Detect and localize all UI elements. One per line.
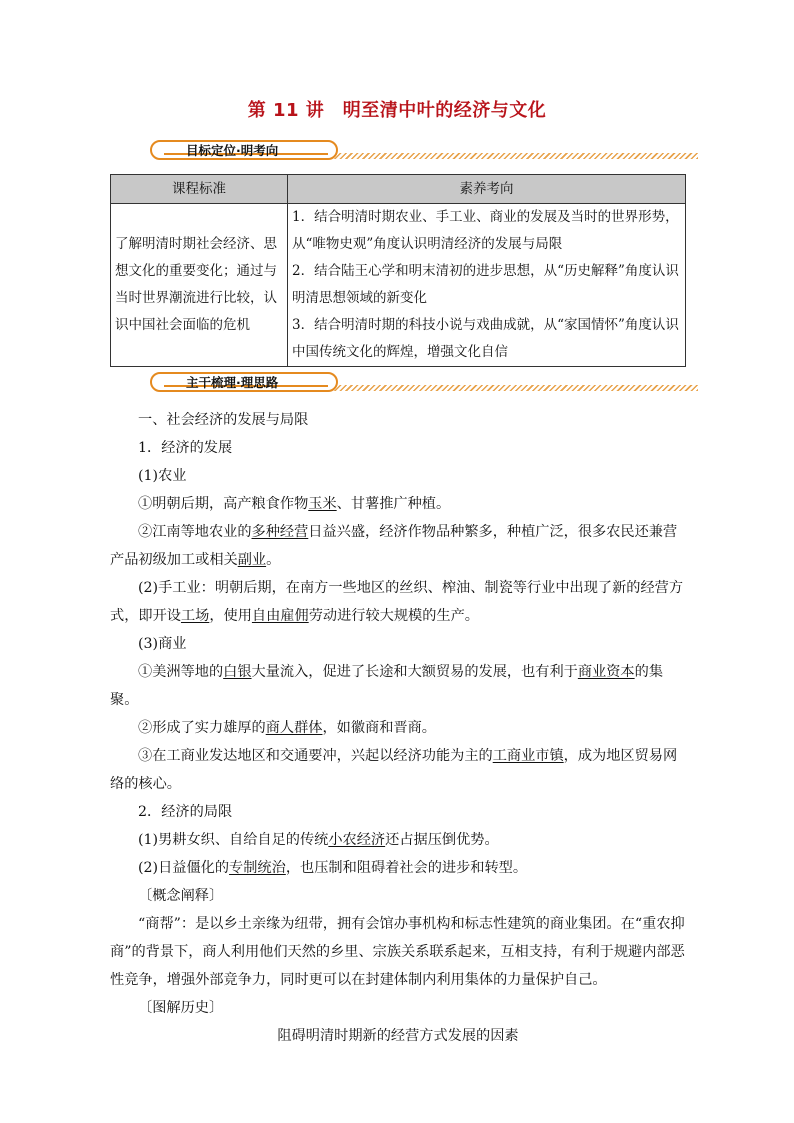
banner-hatch-decoration [334, 385, 698, 391]
note-heading: 〔图解历史〕 [138, 1000, 224, 1016]
section-banner-goal [150, 140, 698, 166]
key-term: 商业资本 [577, 664, 635, 680]
item-heading: (3)商业 [138, 636, 187, 652]
key-term: 自由雇佣 [251, 608, 309, 624]
key-term: 工场 [180, 608, 210, 624]
paragraph: ①美洲等地的白银大量流入，促进了长途和大额贸易的发展，也有利于商业资本的集聚。 [110, 664, 664, 708]
key-term: 玉米 [308, 496, 337, 512]
banner-label-goal: 目标定位·明考向 [186, 143, 279, 158]
key-term: 多种经营 [251, 524, 309, 540]
concept-paragraph: “商帮”：是以乡土亲缘为纽带，拥有会馆办事机构和标志性建筑的商业集团。在“重农抑商”的背景下，商人利用他们天然的乡里、宗族关系联系起来，互相支持，有利于规避内部恶性竞争，增强外部竞争力，同时更可以在封建体制内利用集体的力量保护自己。 [110, 916, 685, 988]
banner-hatch-decoration [334, 153, 698, 159]
key-term: 白银 [223, 664, 252, 680]
banner-label-trunk: 主干梳理·理思路 [186, 375, 279, 390]
key-term: 小农经济 [328, 832, 386, 848]
paragraph: (2)手工业：明朝后期，在南方一些地区的丝织、榨油、制瓷等行业中出现了新的经营方式，即开设工场，使用自由雇佣劳动进行较大规模的生产。 [110, 580, 684, 624]
main-content [110, 406, 686, 1050]
table-cell-aims [288, 204, 686, 367]
note-heading: 〔概念阐释〕 [138, 888, 224, 904]
paragraph: ③在工商业发达地区和交通要冲，兴起以经济功能为主的工商业市镇，成为地区贸易网络的核心。 [110, 748, 678, 792]
aim-item: 3．结合明清时期的科技小说与戏曲成就，从“家国情怀”角度认识中国传统文化的辉煌，增强文化自信 [292, 317, 679, 360]
key-term: 工商业市镇 [492, 748, 564, 764]
subsection-heading: 2．经济的局限 [138, 804, 233, 820]
paragraph: ②形成了实力雄厚的商人群体，如徽商和晋商。 [138, 720, 436, 736]
table-header-standard: 课程标准 [111, 175, 288, 204]
table-cell-standard: 了解明清时期社会经济、思想文化的重要变化；通过与当时世界潮流进行比较，认识中国社会面临的危机 [111, 204, 288, 367]
item-heading: (1)农业 [138, 468, 187, 484]
paragraph: ①明朝后期，高产粮食作物玉米、甘薯推广种植。 [138, 496, 451, 512]
subsection-heading: 1．经济的发展 [138, 440, 233, 456]
page-title: 第 11 讲 明至清中叶的经济与文化 [247, 100, 547, 121]
table-header-aims: 素养考向 [288, 175, 686, 204]
section-heading: 一、社会经济的发展与局限 [138, 412, 309, 428]
key-term: 副业 [237, 552, 267, 568]
aim-item: 2．结合陆王心学和明末清初的进步思想，从“历史解释”角度认识明清思想领域的新变化 [292, 263, 679, 306]
section-banner-trunk [150, 372, 698, 398]
paragraph: (2)日益僵化的专制统治，也压制和阻碍着社会的进步和转型。 [138, 860, 528, 876]
aim-item: 1．结合明清时期农业、手工业、商业的发展及当时的世界形势，从“唯物史观”角度认识明清经济的发展与局限 [292, 209, 679, 252]
key-term: 专制统治 [229, 860, 286, 876]
paragraph: ②江南等地农业的多种经营日益兴盛，经济作物品种繁多，种植广泛，很多农民还兼营产品初级加工或相关副业。 [110, 524, 678, 568]
key-term: 商人群体 [265, 720, 323, 736]
paragraph: (1)男耕女织、自给自足的传统小农经济还占据压倒优势。 [138, 832, 499, 848]
diagram-title: 阻碍明清时期新的经营方式发展的因素 [277, 1028, 519, 1044]
curriculum-table [110, 174, 686, 367]
